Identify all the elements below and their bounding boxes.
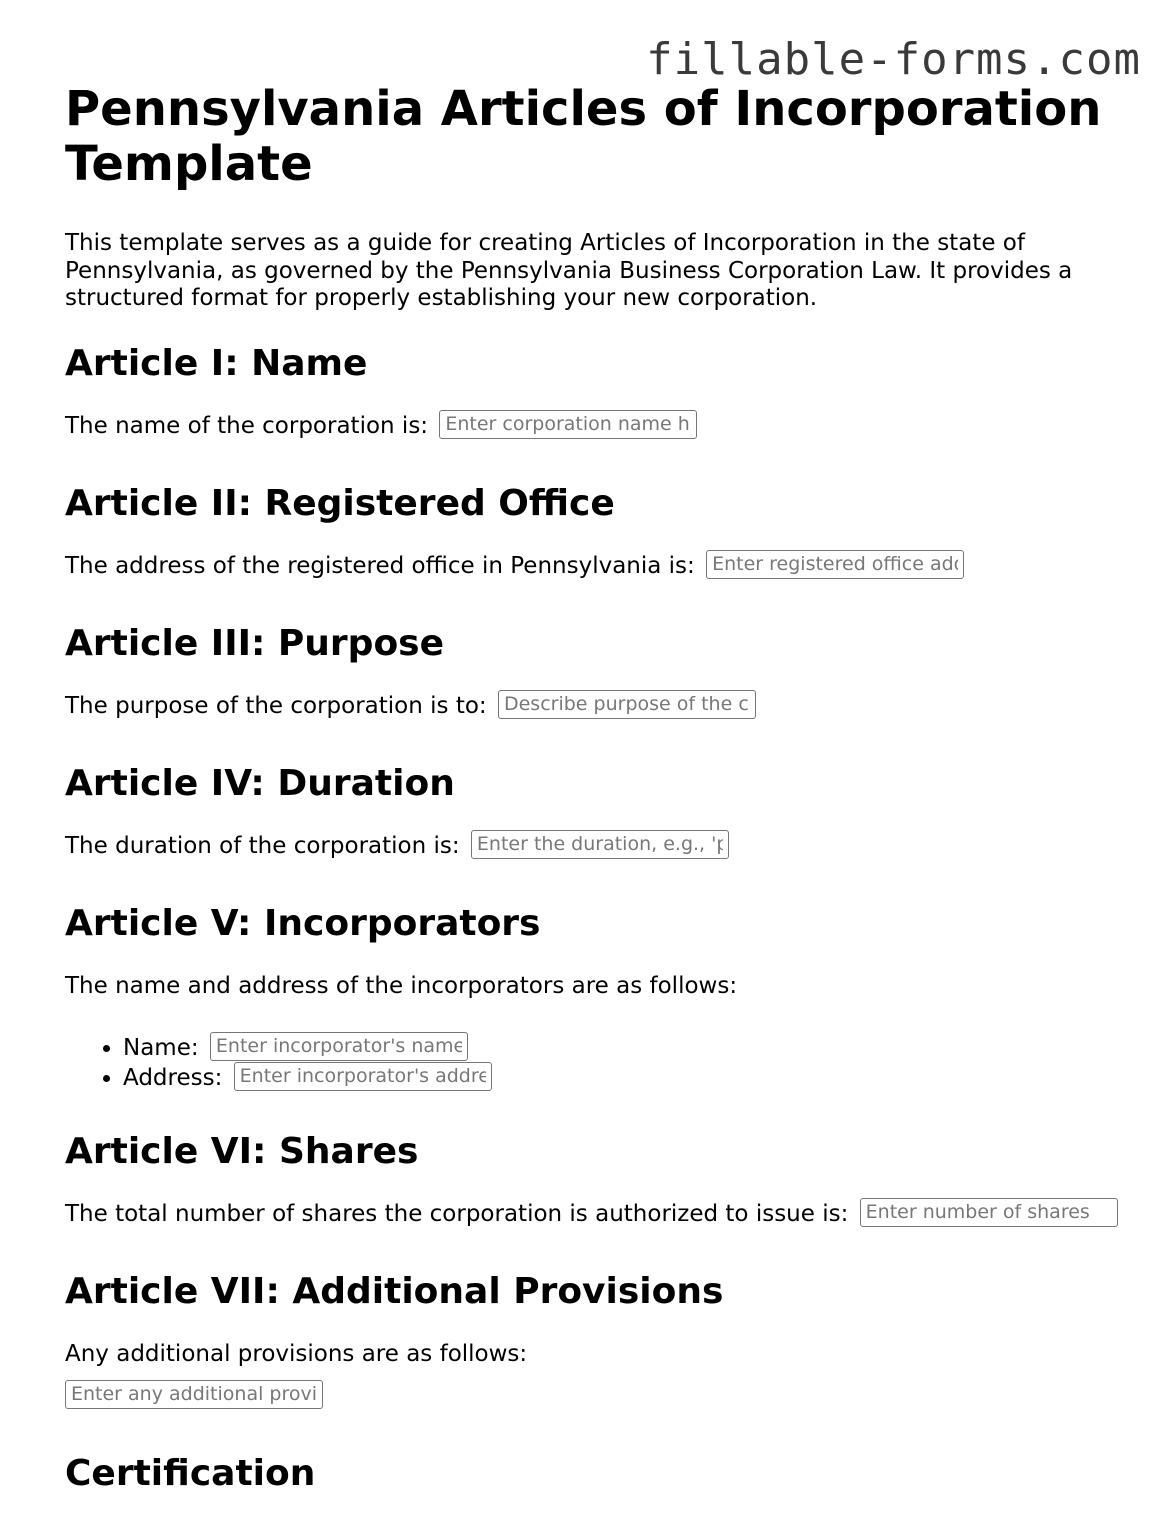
purpose-input[interactable] [498,690,756,719]
incorporator-name-input[interactable] [210,1032,468,1061]
certification-heading: Certification [65,1452,316,1494]
list-item [123,1063,1125,1093]
article-name-row [65,411,1125,441]
incorporator-address-input[interactable] [234,1062,492,1091]
article-incorporators-heading: Article V: Incorporators [65,902,541,944]
incorporators-list [65,1033,1125,1093]
corporation-name-label: The name of the corporation is: [65,412,429,439]
incorporators-intro: The name and address of the incorporators are as follows: [65,972,738,999]
additional-provisions-input[interactable] [65,1380,323,1409]
site-watermark: fillable-forms.com [646,34,1141,85]
article-provisions-heading: Article VII: Additional Provisions [65,1270,724,1312]
duration-label: The duration of the corporation is: [65,832,460,859]
article-shares-row [65,1199,1125,1229]
article-office-heading: Article II: Registered Office [65,482,615,524]
intro-paragraph: This template serves as a guide for creating Articles of Incorporation in the state of Pennsylvania, as governed by the Pennsylvania Business Corporation Law. It provides a structured format for properly establishing your new corporation. [65,230,1073,311]
incorporator-name-label: Name: [123,1034,199,1061]
page-title: Pennsylvania Articles of Incorporation Template [65,81,1102,192]
article-provisions-row [65,1381,1125,1411]
shares-label: The total number of shares the corporation is authorized to issue is: [65,1200,849,1227]
registered-office-input[interactable] [706,550,964,579]
article-shares-heading: Article VI: Shares [65,1130,419,1172]
shares-input[interactable] [860,1198,1118,1227]
corporation-name-input[interactable] [439,410,697,439]
article-office-row [65,551,1125,581]
article-purpose-row [65,691,1125,721]
list-item [123,1033,1125,1063]
incorporator-address-label: Address: [123,1064,223,1091]
purpose-label: The purpose of the corporation is to: [65,692,487,719]
provisions-label: Any additional provisions are as follows: [65,1340,528,1367]
article-duration-row [65,831,1125,861]
document [65,82,1125,1521]
article-name-heading: Article I: Name [65,342,368,384]
article-purpose-heading: Article III: Purpose [65,622,445,664]
registered-office-label: The address of the registered office in Pennsylvania is: [65,552,695,579]
duration-input[interactable] [471,830,729,859]
article-duration-heading: Article IV: Duration [65,762,455,804]
